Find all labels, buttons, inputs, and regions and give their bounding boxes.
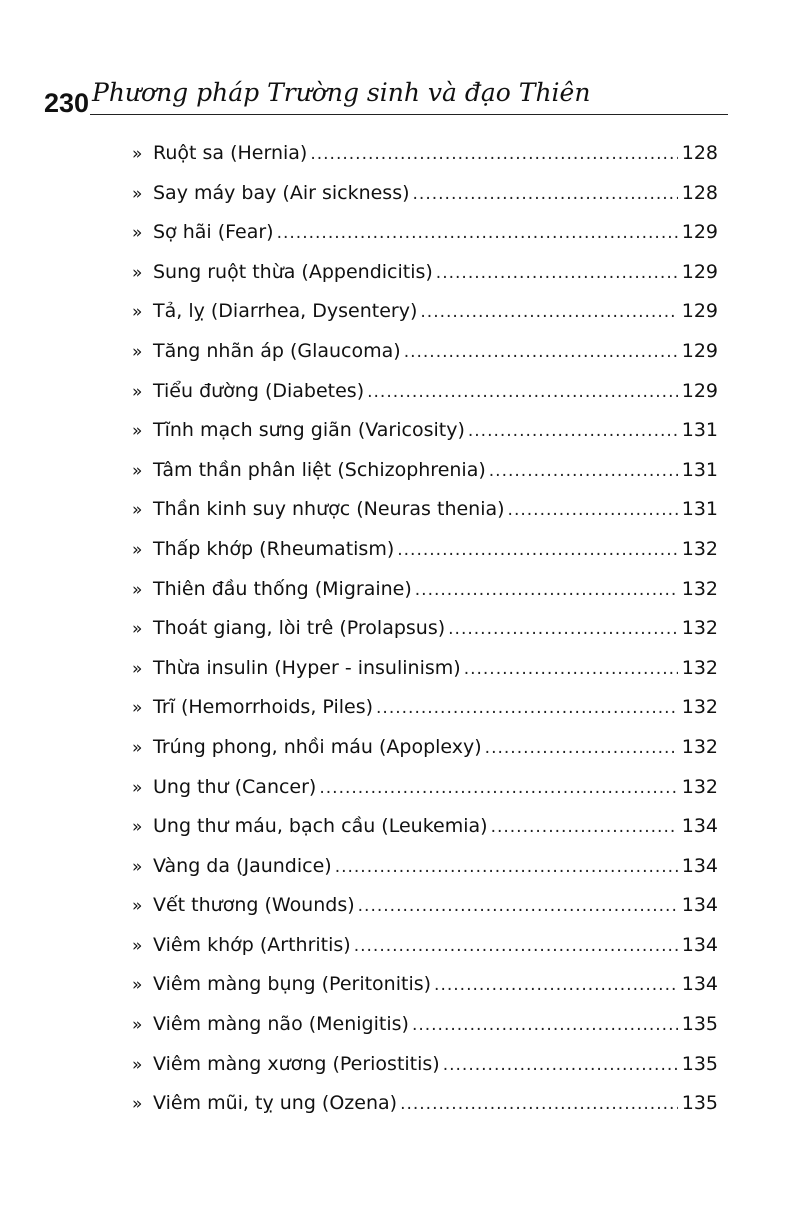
toc-entry-title: Ruột sa (Hernia) — [153, 142, 308, 164]
dot-leader — [335, 857, 678, 877]
toc-entry-page: 135 — [681, 1092, 718, 1115]
toc-entry-title: Thần kinh suy nhược (Neuras thenia) — [153, 498, 505, 521]
bullet-icon: » — [132, 896, 143, 917]
dot-leader — [485, 738, 678, 758]
toc-entry-page: 131 — [681, 419, 718, 442]
toc-entry — [132, 1013, 718, 1053]
toc-entry-title: Vàng da (Jaundice) — [153, 854, 332, 877]
dot-leader — [415, 580, 678, 600]
bullet-icon: » — [132, 302, 143, 323]
toc-entry-title: Vết thương (Wounds) — [153, 894, 355, 917]
toc-entry — [132, 380, 718, 420]
dot-leader — [400, 1094, 678, 1114]
dot-leader — [404, 342, 678, 362]
dot-leader — [319, 778, 677, 798]
dot-leader — [420, 302, 677, 322]
dot-leader — [397, 540, 677, 560]
toc-entry — [132, 1092, 718, 1132]
bullet-icon: » — [132, 579, 143, 600]
bullet-icon: » — [132, 223, 143, 244]
toc-entry-page: 134 — [681, 933, 718, 956]
toc-entry-title: Tăng nhãn áp (Glaucoma) — [153, 339, 401, 362]
bullet-icon: » — [132, 658, 143, 679]
dot-leader — [277, 223, 678, 243]
bullet-icon: » — [132, 144, 143, 164]
bullet-icon: » — [132, 262, 143, 283]
toc-entry — [132, 340, 718, 380]
dot-leader — [354, 936, 678, 956]
toc-entry — [132, 142, 718, 182]
toc-entry — [132, 736, 718, 776]
toc-entry-title: Tiểu đường (Diabetes) — [153, 379, 365, 402]
toc-entry — [132, 696, 718, 736]
dot-leader — [448, 619, 678, 639]
dot-leader — [508, 500, 678, 520]
bullet-icon: » — [132, 1015, 143, 1036]
bullet-icon: » — [132, 737, 143, 758]
toc-entry-page: 129 — [681, 221, 718, 244]
toc-entry — [132, 776, 718, 816]
toc-entry-title: Thừa insulin (Hyper - insulinism) — [153, 656, 461, 679]
toc-entry-page: 132 — [681, 617, 718, 640]
table-of-contents — [132, 142, 718, 1132]
dot-leader — [310, 144, 677, 164]
dot-leader — [376, 698, 678, 718]
toc-entry — [132, 894, 718, 934]
toc-entry-page: 132 — [681, 775, 718, 798]
toc-entry-page: 131 — [681, 458, 718, 481]
bullet-icon: » — [132, 1094, 143, 1115]
toc-entry-page: 128 — [681, 142, 718, 164]
toc-entry-page: 131 — [681, 498, 718, 521]
toc-entry — [132, 657, 718, 697]
dot-leader — [464, 659, 678, 679]
dot-leader — [468, 421, 678, 441]
bullet-icon: » — [132, 817, 143, 838]
toc-entry-title: Sung ruột thừa (Appendicitis) — [153, 260, 433, 283]
toc-entry — [132, 182, 718, 222]
bullet-icon: » — [132, 698, 143, 719]
bullet-icon: » — [132, 935, 143, 956]
toc-entry-title: Trĩ (Hemorrhoids, Piles) — [153, 696, 374, 719]
toc-entry-title: Thoát giang, lòi trê (Prolapsus) — [153, 617, 446, 640]
toc-entry — [132, 419, 718, 459]
toc-entry-page: 134 — [681, 854, 718, 877]
toc-entry-page: 132 — [681, 696, 718, 719]
bullet-icon: » — [132, 183, 143, 204]
bullet-icon: » — [132, 460, 143, 481]
toc-entry-page: 134 — [681, 894, 718, 917]
bullet-icon: » — [132, 421, 143, 442]
dot-leader — [358, 896, 678, 916]
toc-entry-page: 129 — [681, 379, 718, 402]
toc-entry — [132, 538, 718, 578]
toc-entry-page: 134 — [681, 973, 718, 996]
toc-entry-title: Ung thư (Cancer) — [153, 775, 317, 798]
toc-entry-title: Sợ hãi (Fear) — [153, 221, 274, 244]
toc-entry-page: 128 — [681, 181, 718, 204]
toc-entry — [132, 855, 718, 895]
toc-entry-title: Viêm màng não (Menigitis) — [153, 1013, 409, 1036]
toc-entry — [132, 815, 718, 855]
toc-entry — [132, 498, 718, 538]
bullet-icon: » — [132, 500, 143, 521]
toc-entry-title: Trúng phong, nhồi máu (Apoplexy) — [153, 735, 482, 758]
toc-entry-title: Say máy bay (Air sickness) — [153, 181, 410, 204]
toc-entry-page: 129 — [681, 300, 718, 323]
dot-leader — [436, 263, 678, 283]
header-rule — [90, 114, 728, 115]
bullet-icon: » — [132, 856, 143, 877]
dot-leader — [367, 382, 678, 402]
toc-entry — [132, 973, 718, 1013]
running-title: Phương pháp Trường sinh và đạo Thiên — [92, 78, 591, 107]
toc-entry-page: 132 — [681, 537, 718, 560]
dot-leader — [491, 817, 678, 837]
toc-entry-page: 129 — [681, 339, 718, 362]
dot-leader — [443, 1055, 678, 1075]
toc-entry — [132, 459, 718, 499]
toc-entry — [132, 617, 718, 657]
toc-entry-title: Viêm màng xương (Periostitis) — [153, 1052, 440, 1075]
bullet-icon: » — [132, 975, 143, 996]
toc-entry — [132, 934, 718, 974]
toc-entry — [132, 261, 718, 301]
toc-entry-title: Viêm khớp (Arthritis) — [153, 933, 351, 956]
toc-entry-page: 132 — [681, 735, 718, 758]
toc-entry-page: 132 — [681, 577, 718, 600]
page-number: 230 — [44, 88, 90, 118]
dot-leader — [434, 975, 678, 995]
toc-entry-title: Thấp khớp (Rheumatism) — [153, 537, 395, 560]
bullet-icon: » — [132, 619, 143, 640]
toc-entry-title: Ung thư máu, bạch cầu (Leukemia) — [153, 815, 488, 838]
dot-leader — [412, 1015, 678, 1035]
toc-entry-page: 129 — [681, 260, 718, 283]
toc-entry-title: Tả, lỵ (Diarrhea, Dysentery) — [153, 300, 418, 323]
toc-entry-page: 134 — [681, 815, 718, 838]
bullet-icon: » — [132, 777, 143, 798]
bullet-icon: » — [132, 341, 143, 362]
dot-leader — [413, 184, 678, 204]
toc-entry — [132, 1053, 718, 1093]
bullet-icon: » — [132, 1054, 143, 1075]
toc-entry-title: Thiên đầu thống (Migraine) — [153, 577, 412, 600]
dot-leader — [489, 461, 678, 481]
toc-entry-page: 135 — [681, 1013, 718, 1036]
toc-entry-title: Tĩnh mạch sưng giãn (Varicosity) — [153, 419, 465, 442]
toc-entry-page: 132 — [681, 656, 718, 679]
toc-entry-page: 135 — [681, 1052, 718, 1075]
toc-entry-title: Viêm mũi, tỵ ung (Ozena) — [153, 1092, 398, 1115]
toc-entry-title: Viêm màng bụng (Peritonitis) — [153, 973, 432, 996]
bullet-icon: » — [132, 539, 143, 560]
toc-entry — [132, 221, 718, 261]
bullet-icon: » — [132, 381, 143, 402]
page-header — [44, 74, 728, 118]
toc-entry-title: Tâm thần phân liệt (Schizophrenia) — [153, 458, 486, 481]
toc-entry — [132, 300, 718, 340]
toc-entry — [132, 578, 718, 618]
